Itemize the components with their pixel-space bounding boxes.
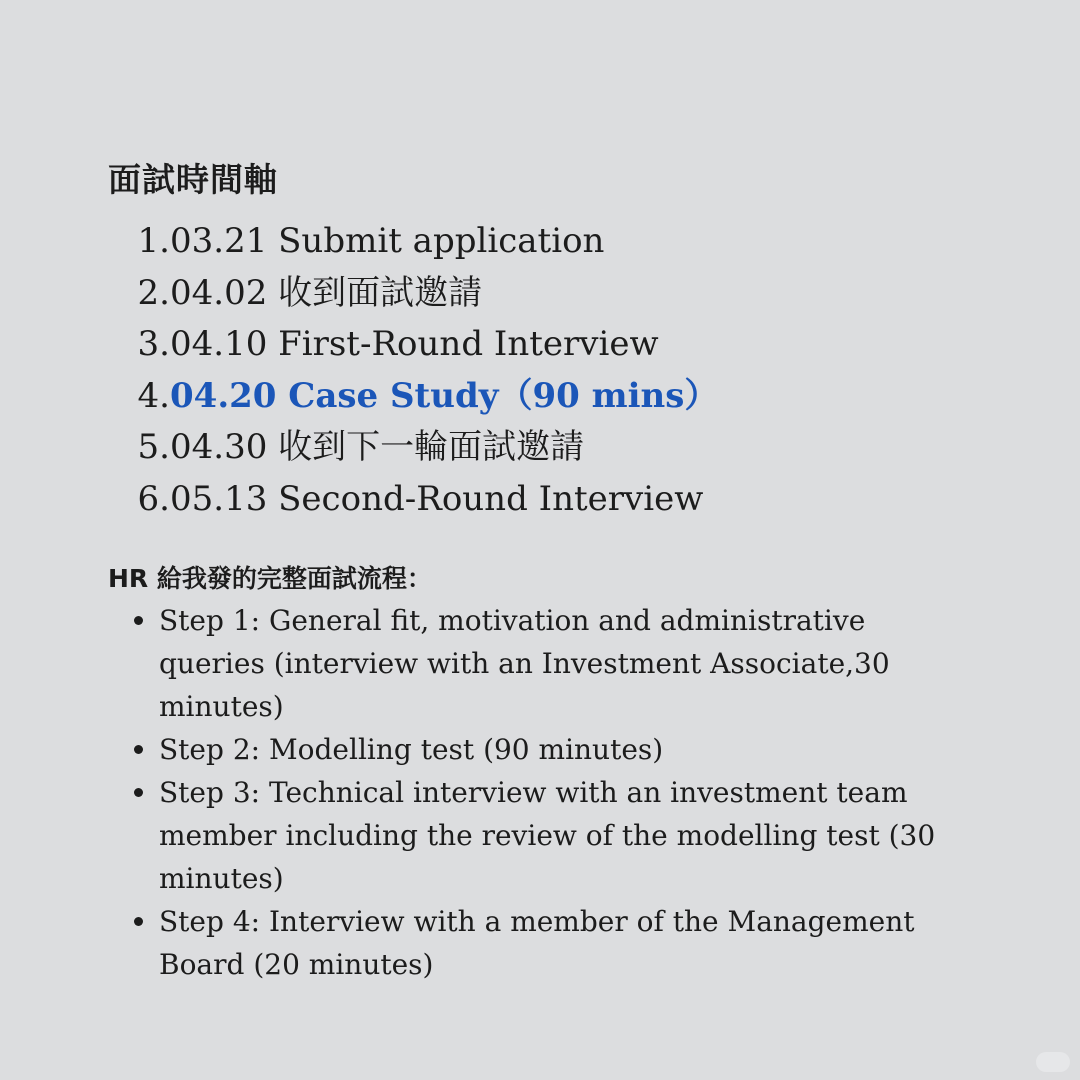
timeline-item [108, 474, 1008, 526]
process-step-text: Step 3: Technical interview with an investment team member including the review of the modelling test (30 minutes) [159, 776, 936, 895]
process-step [108, 771, 959, 900]
timeline-item-text: 03.21 Submit application [170, 221, 605, 261]
bullet-icon [134, 616, 143, 625]
timeline-item-number: 3. [137, 324, 170, 364]
timeline-item-highlighted [108, 371, 1008, 423]
timeline-item-number: 1. [137, 221, 170, 261]
timeline-item-text: 04.30 收到下一輪面試邀請 [170, 427, 585, 467]
bullet-icon [134, 917, 143, 926]
timeline-item-text: 04.20 Case Study（90 mins） [170, 375, 719, 416]
timeline-list [108, 216, 1008, 525]
corner-mark [1036, 1052, 1070, 1072]
bullet-icon [134, 788, 143, 797]
timeline-item [108, 268, 1008, 320]
timeline-item-number: 5. [137, 427, 170, 467]
process-steps-list [108, 599, 1008, 986]
process-step-text: Step 1: General fit, motivation and administrative queries (interview with an Investment Associate,30 minutes) [159, 604, 890, 723]
timeline-item [108, 422, 1008, 474]
timeline-item-text: 04.10 First-Round Interview [170, 324, 659, 364]
process-step-text: Step 4: Interview with a member of the Management Board (20 minutes) [159, 905, 915, 981]
timeline-item-number: 6. [137, 478, 170, 519]
timeline-item-number: 4. [137, 375, 170, 416]
timeline-title: 面試時間軸 [108, 160, 278, 199]
content [108, 150, 1008, 986]
timeline-item [108, 319, 1008, 371]
process-title: HR 給我發的完整面試流程： [108, 564, 432, 593]
timeline-item-text: 04.02 收到面試邀請 [170, 272, 483, 313]
timeline-item [108, 216, 1008, 268]
timeline-item-number: 2. [137, 272, 170, 313]
process-step [108, 900, 959, 986]
process-step [108, 728, 959, 771]
process-step-text: Step 2: Modelling test (90 minutes) [159, 733, 664, 766]
timeline-item-text: 05.13 Second-Round Interview [170, 478, 704, 519]
bullet-icon [134, 745, 143, 754]
process-step [108, 599, 959, 728]
